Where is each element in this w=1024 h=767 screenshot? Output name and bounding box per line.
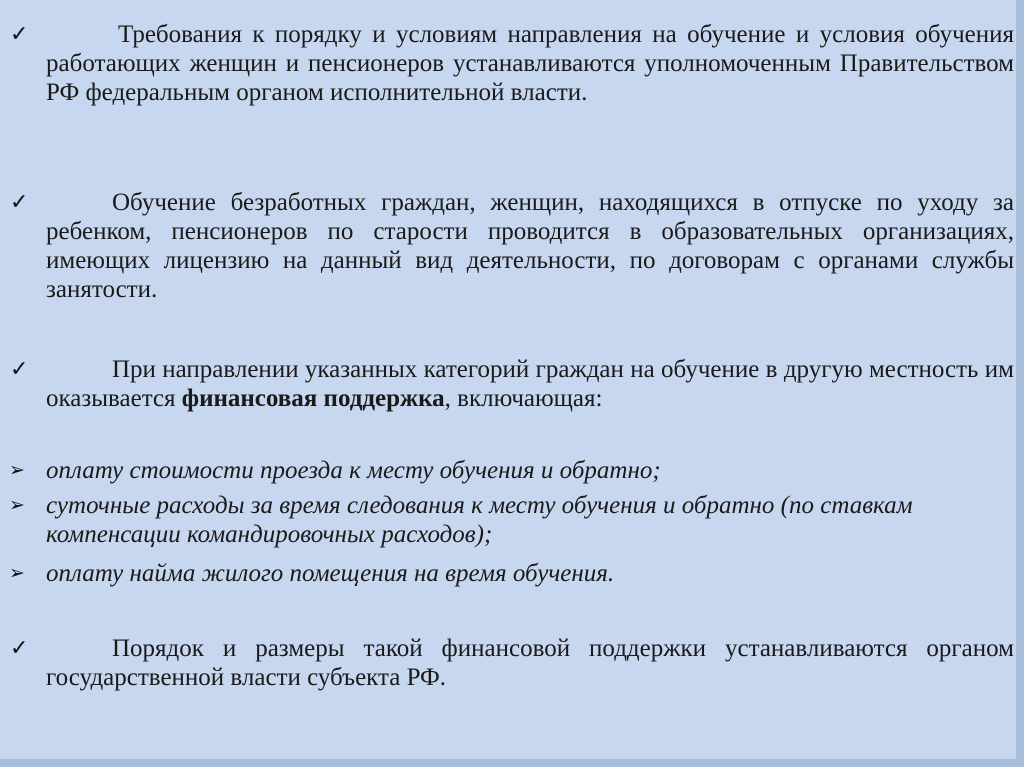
checkmark-icon: ✓ [10,357,29,382]
item-text: Требования к порядку и условиям направления на обучение и условия обучения работающих женщин и пенсионеров устанавливаются уполномоченным Правительством РФ федеральным органом исполнительной власти. [46,21,1014,106]
arrow-bullet-icon: ➢ [9,459,25,481]
item-text: оплату стоимости проезда к месту обучения и обратно; [46,457,661,484]
arrow-bullet-icon: ➢ [9,562,25,584]
item-text: При направлении указанных категорий граждан на обучение в другую местность им оказывается финансовая поддержка, включающая: [46,356,1014,412]
item-text: суточные расходы за время следования к месту обучения и обратно (по ставкам компенсации командировочных расходов); [46,492,913,548]
checkmark-icon: ✓ [10,22,29,47]
bold-phrase: финансовая поддержка [181,385,445,412]
arrow-bullet-icon: ➢ [9,494,25,516]
checkmark-icon: ✓ [10,190,29,215]
item-text: Порядок и размеры такой финансовой поддержки устанавливаются органом государственной власти субъекта РФ. [46,635,1014,691]
item-text: Обучение безработных граждан, женщин, находящихся в отпуске по уходу за ребенком, пенсионеров по старости проводится в образовательных организациях, имеющих лицензию на данный вид деятельности, по договорам с органами службы занятости. [46,189,1014,303]
item-text: оплату найма жилого помещения на время обучения. [46,560,615,587]
checkmark-icon: ✓ [10,636,29,661]
